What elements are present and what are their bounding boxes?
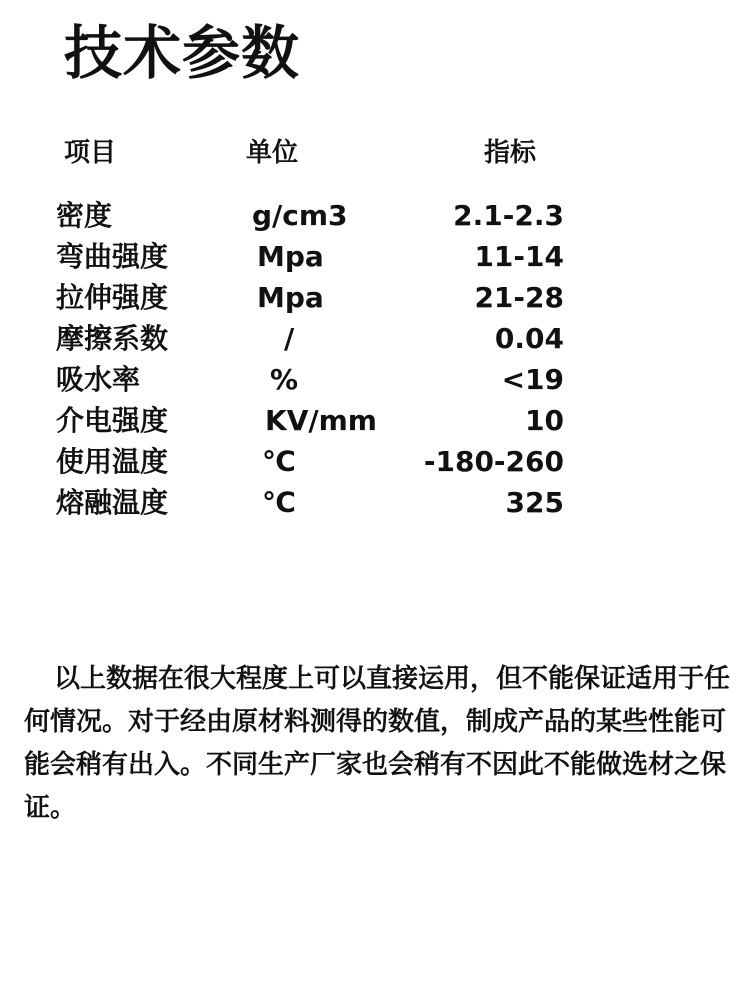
row-unit: g/cm3 <box>252 199 348 232</box>
row-name: 介电强度 <box>56 404 169 437</box>
header-unit: 单位 <box>246 138 299 168</box>
row-value: 2.1-2.3 <box>453 199 564 232</box>
row-unit: % <box>270 363 299 396</box>
table-row <box>0 322 750 362</box>
row-unit: KV/mm <box>265 404 377 437</box>
row-name: 使用温度 <box>56 445 169 478</box>
row-unit: Mpa <box>257 240 324 273</box>
row-unit: / <box>284 322 295 355</box>
row-name: 吸水率 <box>56 363 141 396</box>
row-value: <19 <box>501 363 564 396</box>
row-name: 摩擦系数 <box>56 322 169 355</box>
row-unit: ℃ <box>262 486 296 519</box>
row-name: 密度 <box>56 199 113 232</box>
table-row <box>0 486 750 526</box>
row-unit: Mpa <box>257 281 324 314</box>
row-name: 拉伸强度 <box>56 281 169 314</box>
table-row <box>0 445 750 485</box>
table-row <box>0 281 750 321</box>
row-name: 熔融温度 <box>56 486 169 519</box>
row-value: 325 <box>505 486 564 519</box>
table-row <box>0 404 750 444</box>
row-unit: ℃ <box>262 445 296 478</box>
header-item: 项目 <box>64 138 117 168</box>
row-value: -180-260 <box>423 445 564 478</box>
page-title: 技术参数 <box>64 19 301 87</box>
table-row <box>0 240 750 280</box>
disclaimer-note: 以上数据在很大程度上可以直接运用，但不能保证适用于任何情况。对于经由原材料测得的数值，制成产品的某些性能可能会稍有出入。不同生产厂家也会稍有不因此不能做选材之保证。 <box>24 664 731 823</box>
row-value: 10 <box>525 404 564 437</box>
row-value: 0.04 <box>494 322 564 355</box>
table-row <box>0 199 750 239</box>
row-name: 弯曲强度 <box>56 240 169 273</box>
table-row <box>0 363 750 403</box>
row-value: 11-14 <box>474 240 564 273</box>
row-value: 21-28 <box>474 281 564 314</box>
header-spec: 指标 <box>484 138 537 168</box>
